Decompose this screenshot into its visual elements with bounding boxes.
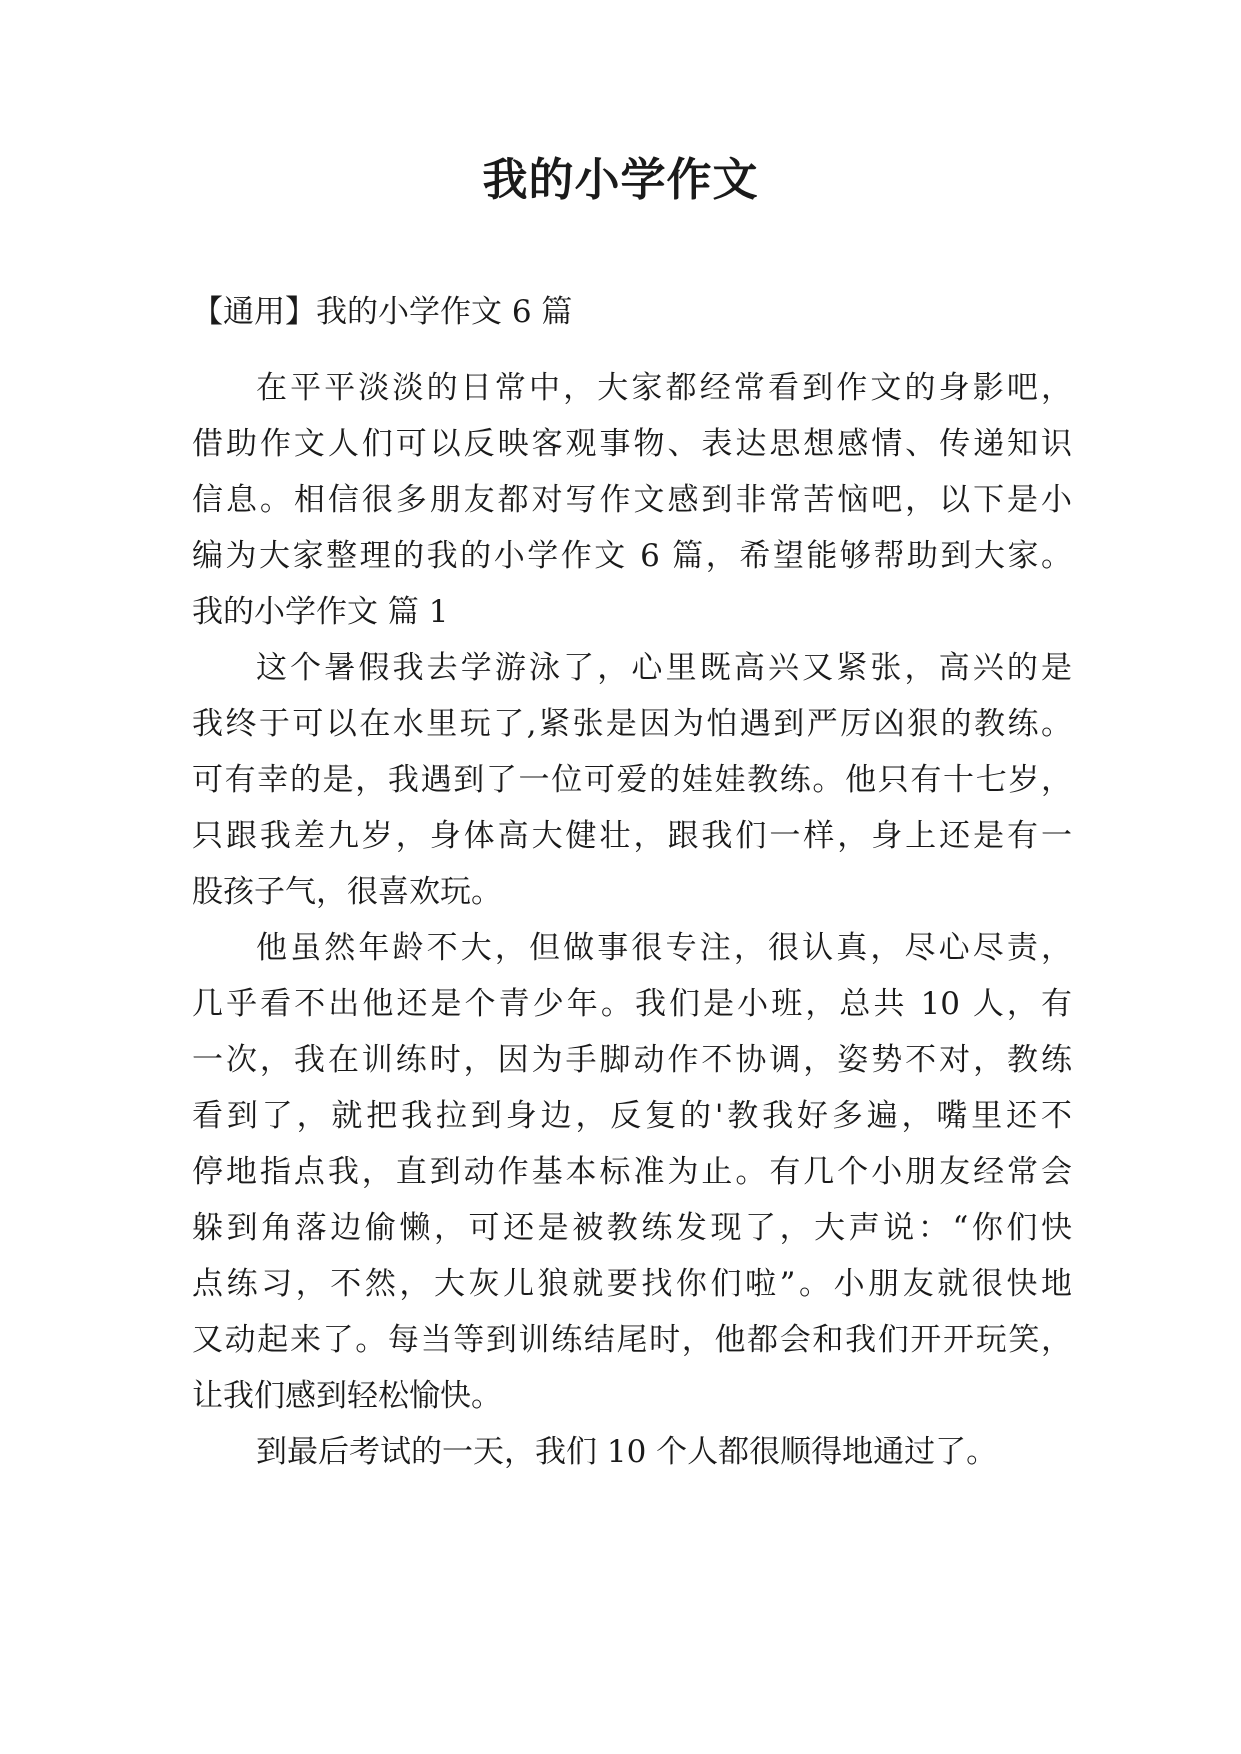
paragraph-line: 股孩子气，很喜欢玩。 <box>192 874 502 910</box>
paragraph-line: 又动起来了。每当等到训练结尾时，他都会和我们开开玩笑， <box>192 1322 1072 1358</box>
paragraph-line: 只跟我差九岁，身体高大健壮，跟我们一样，身上还是有一 <box>192 818 1072 854</box>
paragraph-line: 这个暑假我去学游泳了，心里既高兴又紧张，高兴的是 <box>256 650 1072 686</box>
paragraph-line: 我终于可以在水里玩了,紧张是因为怕遇到严厉凶狠的教练。 <box>192 706 1072 742</box>
document-subtitle: 【通用】我的小学作文 6 篇 <box>192 294 573 330</box>
paragraph-line: 看到了，就把我拉到身边，反复的'教我好多遍，嘴里还不 <box>192 1098 1072 1134</box>
paragraph-line: 编为大家整理的我的小学作文 6 篇，希望能够帮助到大家。 <box>192 538 1072 574</box>
paragraph-line: 让我们感到轻松愉快。 <box>192 1378 502 1414</box>
section-heading: 我的小学作文 篇 1 <box>192 594 449 630</box>
paragraph-line: 躲到角落边偷懒，可还是被教练发现了，大声说：“你们快 <box>192 1210 1072 1246</box>
paragraph-line: 点练习，不然，大灰儿狼就要找你们啦”。小朋友就很快地 <box>192 1266 1072 1302</box>
paragraph-line: 一次，我在训练时，因为手脚动作不协调，姿势不对，教练 <box>192 1042 1072 1078</box>
document-title: 我的小学作文 <box>482 153 759 206</box>
paragraph-line: 借助作文人们可以反映客观事物、表达思想感情、传递知识 <box>192 426 1072 462</box>
paragraph-line: 他虽然年龄不大，但做事很专注，很认真，尽心尽责， <box>256 930 1072 966</box>
paragraph-line: 在平平淡淡的日常中，大家都经常看到作文的身影吧， <box>256 370 1072 406</box>
paragraph-line: 信息。相信很多朋友都对写作文感到非常苦恼吧，以下是小 <box>192 482 1072 518</box>
paragraph-line: 几乎看不出他还是个青少年。我们是小班，总共 10 人，有 <box>192 986 1072 1022</box>
paragraph-line: 可有幸的是，我遇到了一位可爱的娃娃教练。他只有十七岁， <box>192 762 1072 798</box>
paragraph-line: 停地指点我，直到动作基本标准为止。有几个小朋友经常会 <box>192 1154 1072 1190</box>
paragraph-line: 到最后考试的一天，我们 10 个人都很顺得地通过了。 <box>256 1434 998 1470</box>
